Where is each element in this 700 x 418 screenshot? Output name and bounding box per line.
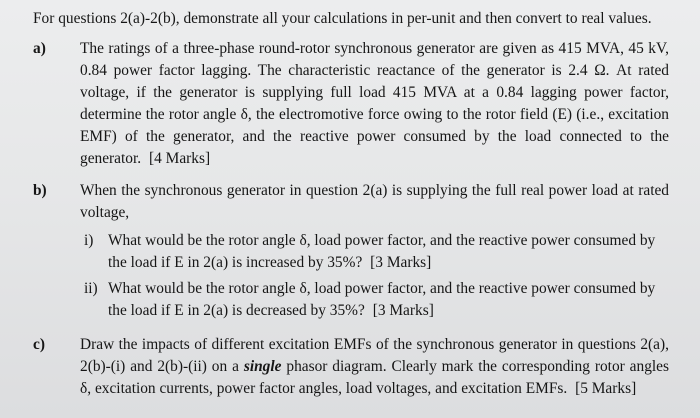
question-c-body-end: phasor diagram. Clearly mark the corresponding rotor angles δ, excitation currents, power factor angles, load voltages, and excitation EMFs. [80, 358, 669, 397]
question-b-ii-marks: [3 Marks] [372, 302, 434, 319]
question-b-label: b) [33, 182, 47, 199]
question-c-label: c) [33, 336, 45, 353]
question-c-body-start: Draw the impacts of different excitation EMFs of the synchronous generator in questions 2(a), 2(b)-(i) and 2(b)-(ii) on a [80, 336, 669, 375]
question-b-i-label: i) [84, 232, 94, 249]
question-b-i-body: What would be the rotor angle δ, load power factor, and the reactive power consumed by the load if E in 2(a) is increased by 35%? [108, 232, 656, 271]
question-a-body: The ratings of a three-phase round-rotor synchronous generator are given as 415 MVA, 45 kV, 0.84 power factor lagging. The characteristic reactance of the generator is 2.4 Ω. At rated voltage, if the generator is supplying full load 415 MVA at a 0.84 lagging power factor, determine the rotor angle δ, the electromotive force owing to the rotor field (E) (i.e., excitation EMF) of the generator, and the reactive power consumed by the load connected to the generator. [80, 40, 669, 167]
question-a-text [80, 38, 669, 170]
question-b-i-text [108, 230, 668, 274]
question-a-label: a) [33, 40, 46, 57]
question-c-marks: [5 Marks] [575, 380, 637, 397]
question-b-ii-label: ii) [84, 280, 98, 297]
question-b-ii-text [108, 278, 668, 322]
question-b-i-marks: [3 Marks] [370, 254, 432, 271]
intro-instruction: For questions 2(a)-2(b), demonstrate all your calculations in per-unit and then convert to real values. [33, 10, 652, 27]
question-c-emphasis: single [243, 358, 282, 375]
question-b-text: When the synchronous generator in question 2(a) is supplying the full real power load at rated voltage, [80, 182, 669, 221]
question-c-text [80, 334, 669, 400]
question-a-marks: [4 Marks] [148, 150, 211, 167]
question-b-ii-body: What would be the rotor angle δ, load power factor, and the reactive power consumed by the load if E in 2(a) is decreased by 35%? [108, 280, 656, 319]
